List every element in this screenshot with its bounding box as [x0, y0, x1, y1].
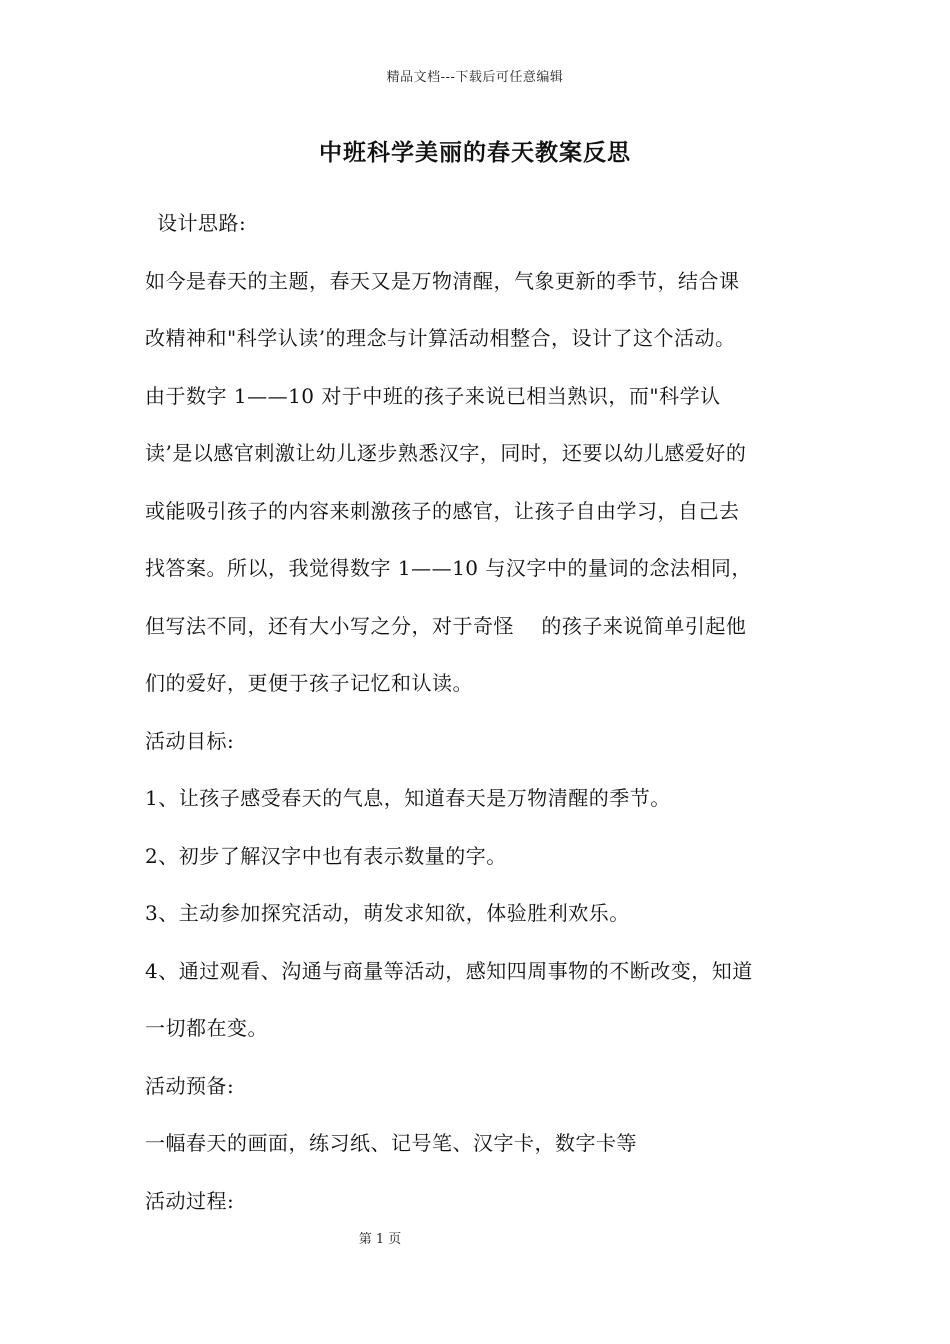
document-title: 中班科学美丽的春天教案反思	[319, 139, 631, 166]
goal-item: 3、主动参加探究活动，萌发求知欲，体验胜利欢乐。	[145, 901, 630, 925]
header-note: 精品文档---下载后可任意编辑	[386, 70, 564, 85]
paragraph-line: 但写法不同，还有大小写之分，对于奇怪 的孩子来说简单引起他	[145, 613, 747, 638]
goal-item-continued: 一切都在变。	[145, 1016, 268, 1040]
goal-item: 1、让孩子感受春天的气息，知道春天是万物清醒的季节。	[145, 786, 671, 810]
section-heading-goals: 活动目标:	[145, 728, 235, 753]
paragraph-line: 改精神和"科学认读’的理念与计算活动相整合，设计了这个活动。	[145, 326, 736, 350]
section-heading-preparation: 活动预备:	[145, 1073, 235, 1098]
section-heading-process: 活动过程:	[145, 1188, 235, 1213]
section-heading-design: 设计思路:	[157, 211, 247, 235]
preparation-text: 一幅春天的画面，练习纸、记号笔、汉字卡，数字卡等	[145, 1131, 637, 1155]
page-number: 第 1 页	[358, 1232, 402, 1247]
goal-item: 2、初步了解汉字中也有表示数量的字。	[145, 843, 507, 868]
document-body	[145, 200, 810, 1235]
paragraph-line: 由于数字 1——10 对于中班的孩子来说已相当熟识，而"科学认	[145, 383, 721, 408]
goal-item: 4、通过观看、沟通与商量等活动，感知四周事物的不断改变，知道	[145, 958, 753, 983]
paragraph-line: 们的爱好，更便于孩子记忆和认读。	[145, 671, 473, 695]
paragraph-line: 找答案。所以，我觉得数字 1——10 与汉字中的量词的念法相同，	[145, 556, 752, 580]
paragraph-line: 或能吸引孩子的内容来刺激孩子的感官，让孩子自由学习，自己去	[145, 498, 740, 523]
paragraph-line: 读’是以感官刺激让幼儿逐步熟悉汉字，同时，还要以幼儿感爱好的	[145, 441, 747, 465]
paragraph-line: 如今是春天的主题，春天又是万物清醒，气象更新的季节，结合课	[145, 268, 740, 293]
